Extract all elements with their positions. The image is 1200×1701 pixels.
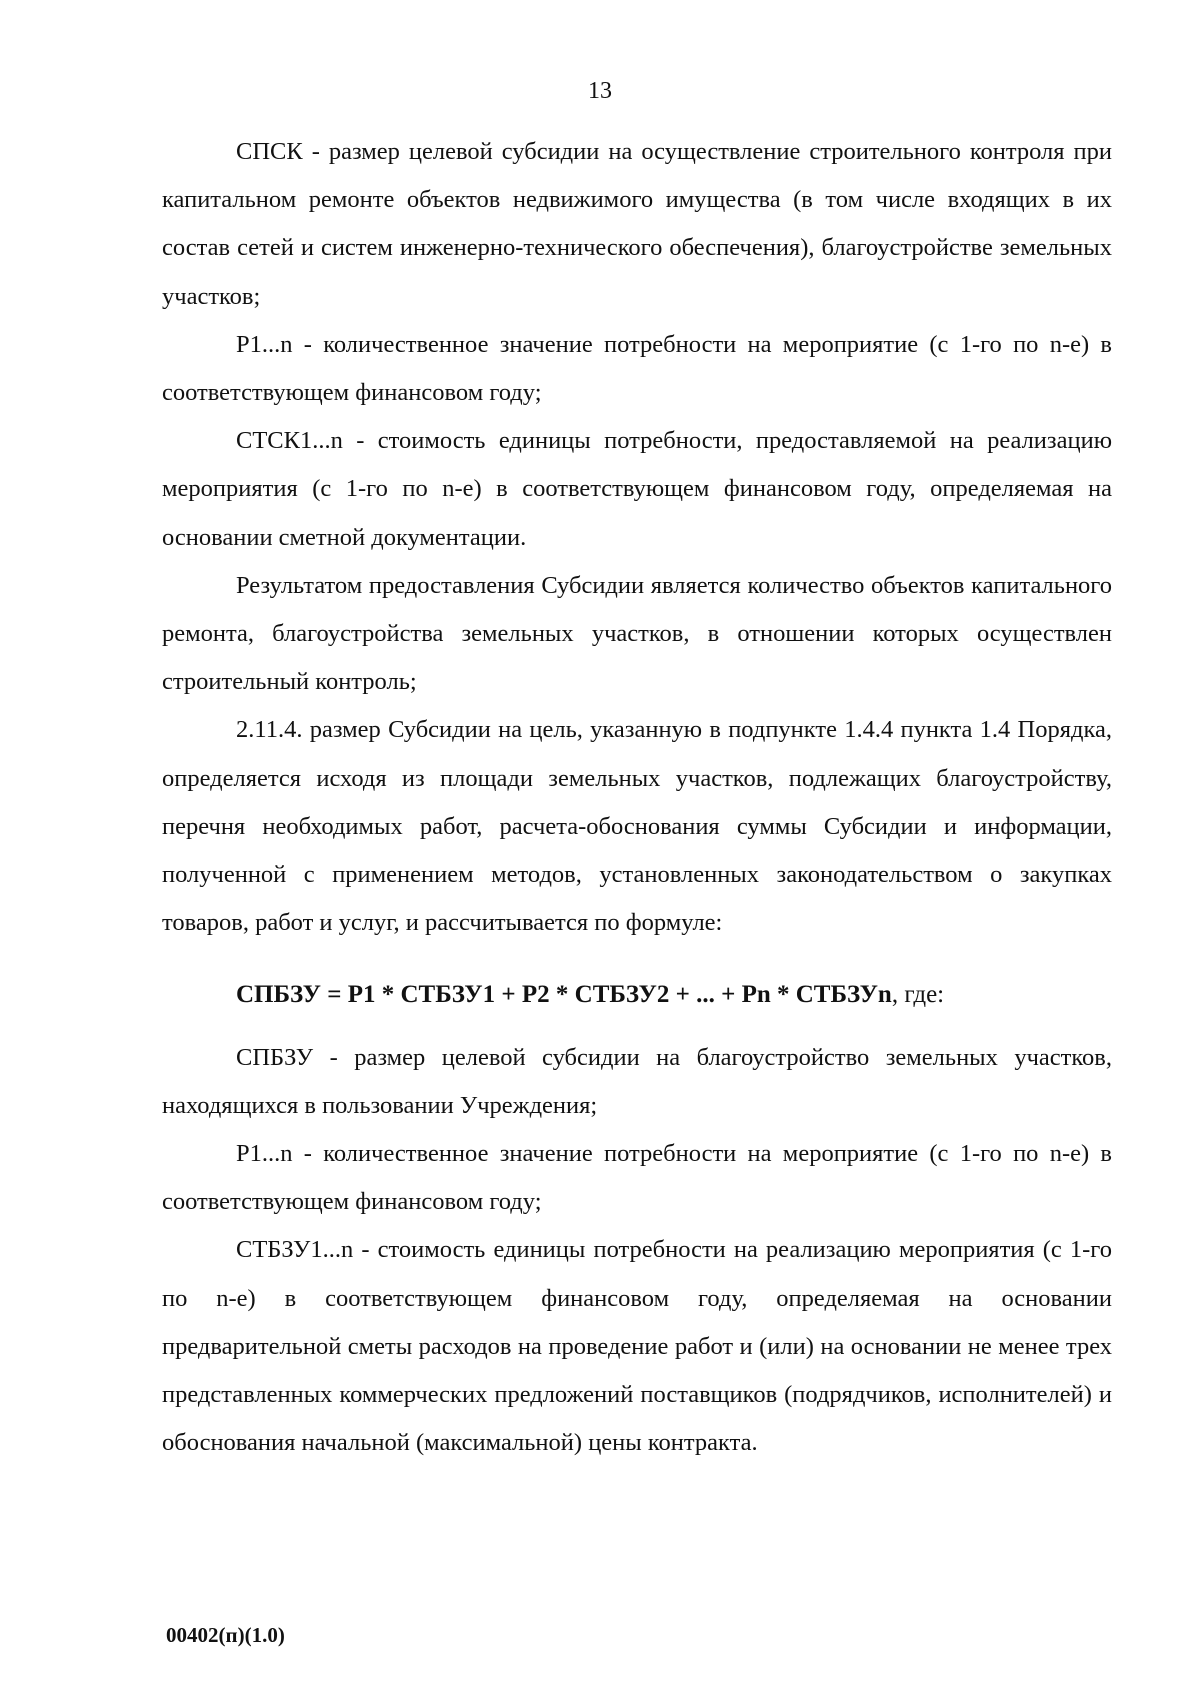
paragraph-spbzu-definition: СПБЗУ - размер целевой субсидии на благоустройство земельных участков, находящихся в пользовании Учреждения; [162, 1043, 1112, 1119]
paragraph-spsk-definition: СПСК - размер целевой субсидии на осуществление строительного контроля при капитальном ремонте объектов недвижимого имущества (в том числе входящих в их состав сетей и систем инженерно-технического обеспечения), благоустройстве земельных участков; [162, 138, 1112, 310]
paragraph-2-11-4: 2.11.4. размер Субсидии на цель, указанную в подпункте 1.4.4 пункта 1.4 Порядка, определяется исходя из площади земельных участков, подлежащих благоустройству, перечня необходимых работ, расчета-обоснования суммы Субсидии и информации, полученной с применением методов, установленных законодательством о закупках товаров, работ и услуг, и рассчитывается по формуле: [162, 716, 1112, 937]
paragraph-result: Результатом предоставления Субсидии является количество объектов капитального ремонта, благоустройства земельных участков, в отношении которых осуществлен строительный контроль; [162, 571, 1112, 696]
paragraph-stsk-definition: СТСК1...n - стоимость единицы потребности, предоставляемой на реализацию мероприятия (с 1-го по n-e) в соответствующем финансовом году, определяемая на основании сметной документации. [162, 427, 1112, 551]
paragraph-p1n-definition: P1...n - количественное значение потребности на мероприятие (с 1-го по n-e) в соответствующем финансовом году; [162, 330, 1112, 407]
document-body [162, 128, 1112, 1467]
formula-suffix: , где: [891, 981, 945, 1009]
formula-expression: СПБЗУ = P1 * СТБЗУ1 + P2 * СТБЗУ2 + ... + Pn * СТБЗУn [236, 981, 892, 1009]
document-code: 00402(п)(1.0) [166, 1623, 285, 1647]
paragraph-p1n-definition-2: P1...n - количественное значение потребности на мероприятие (с 1-го по n-e) в соответствующем финансовом году; [162, 1140, 1112, 1216]
paragraph-stbzu-definition: СТБЗУ1...n - стоимость единицы потребности на реализацию мероприятия (с 1-го по n-e) в соответствующем финансовом году, определяемая на основании предварительной сметы расходов на проведение работ и (или) на основании не менее трех представленных коммерческих предложений поставщиков (подрядчиков, исполнителей) и обоснования начальной (максимальной) цены контракта. [162, 1236, 1112, 1457]
page-number: 13 [588, 78, 612, 104]
formula [162, 971, 1112, 1019]
